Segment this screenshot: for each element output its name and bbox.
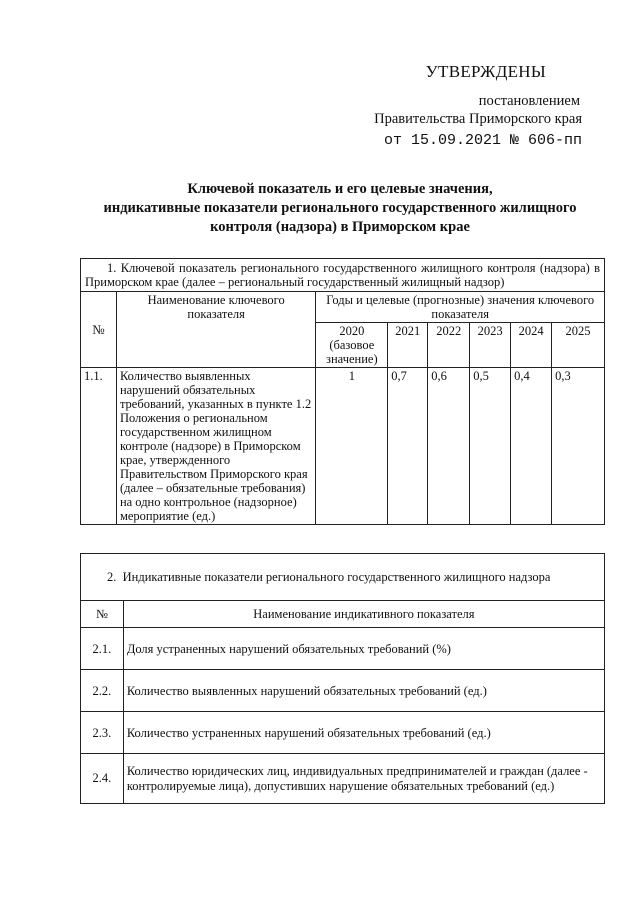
decree-line-1: постановлением <box>478 93 580 109</box>
approved-heading: УТВЕРЖДЕНЫ <box>425 62 546 81</box>
title-line-1: Ключевой показатель и его целевые значения, <box>187 181 493 197</box>
indicative-row-number: 2.2. <box>81 670 124 712</box>
key-section-text: Ключевой показатель регионального государственного жилищного контроля (надзора) в Приморском крае (далее – региональный государственный жилищный надзор) <box>85 261 601 289</box>
key-value: 0,5 <box>470 368 511 525</box>
title-line-3: контроля (надзора) в Приморском крае <box>210 219 470 235</box>
year-header: 2025 <box>552 323 605 368</box>
key-col-years-header: Годы и целевые (прогнозные) значения ключевого показателя <box>316 292 605 323</box>
year-header: 2022 <box>428 323 470 368</box>
year-header: 2020 (базовое значение) <box>316 323 388 368</box>
key-value: 1 <box>316 368 388 525</box>
decree-block <box>374 92 582 150</box>
indicative-section-title <box>81 554 605 601</box>
key-row-name: Количество выявленных нарушений обязательных требований, указанных в пункте 1.2 Положения о региональном государственном жилищном контроле (надзоре) в Приморском крае, утвержденного Правительством Приморского края (далее – обязательные требования) на одно контрольное (надзорное) мероприятие (ед.) <box>116 368 315 525</box>
indicative-indicators-table <box>80 553 605 804</box>
key-value: 0,3 <box>552 368 605 525</box>
indicative-section-text: Индикативные показатели регионального государственного жилищного надзора <box>122 570 551 584</box>
indicative-row-name: Количество устраненных нарушений обязательных требований (ед.) <box>123 712 604 754</box>
key-indicator-table <box>80 258 605 525</box>
key-section-number: 1. <box>107 261 117 275</box>
table-row <box>81 670 605 712</box>
indicative-section-number: 2. <box>107 570 117 584</box>
indicative-row-number: 2.1. <box>81 628 124 670</box>
key-section-title <box>81 259 605 292</box>
key-value: 0,7 <box>388 368 428 525</box>
key-row-number: 1.1. <box>81 368 117 525</box>
table-row <box>81 754 605 804</box>
decree-number: от 15.09.2021 № 606-пп <box>383 132 582 149</box>
table-row <box>81 712 605 754</box>
indicative-row-name: Доля устраненных нарушений обязательных требований (%) <box>123 628 604 670</box>
key-col-num-header: № <box>81 292 117 368</box>
table-row <box>81 628 605 670</box>
key-indicator-row <box>81 368 605 525</box>
decree-line-2: Правительства Приморского края <box>374 111 582 127</box>
document-title <box>60 180 620 237</box>
key-col-name-header: Наименование ключевого показателя <box>116 292 315 368</box>
key-value: 0,4 <box>511 368 552 525</box>
indicative-row-number: 2.4. <box>81 754 124 804</box>
indicative-row-name: Количество юридических лиц, индивидуальных предпринимателей и граждан (далее - контролируемые лица), допустивших нарушение обязательных требований (ед.) <box>123 754 604 804</box>
year-header: 2023 <box>470 323 511 368</box>
key-value: 0,6 <box>428 368 470 525</box>
indicative-row-name: Количество выявленных нарушений обязательных требований (ед.) <box>123 670 604 712</box>
year-header: 2021 <box>388 323 428 368</box>
indicative-row-number: 2.3. <box>81 712 124 754</box>
indicative-col-num-header: № <box>81 601 124 628</box>
indicative-col-name-header: Наименование индикативного показателя <box>123 601 604 628</box>
title-line-2: индикативные показатели регионального государственного жилищного <box>103 200 577 216</box>
year-header: 2024 <box>511 323 552 368</box>
